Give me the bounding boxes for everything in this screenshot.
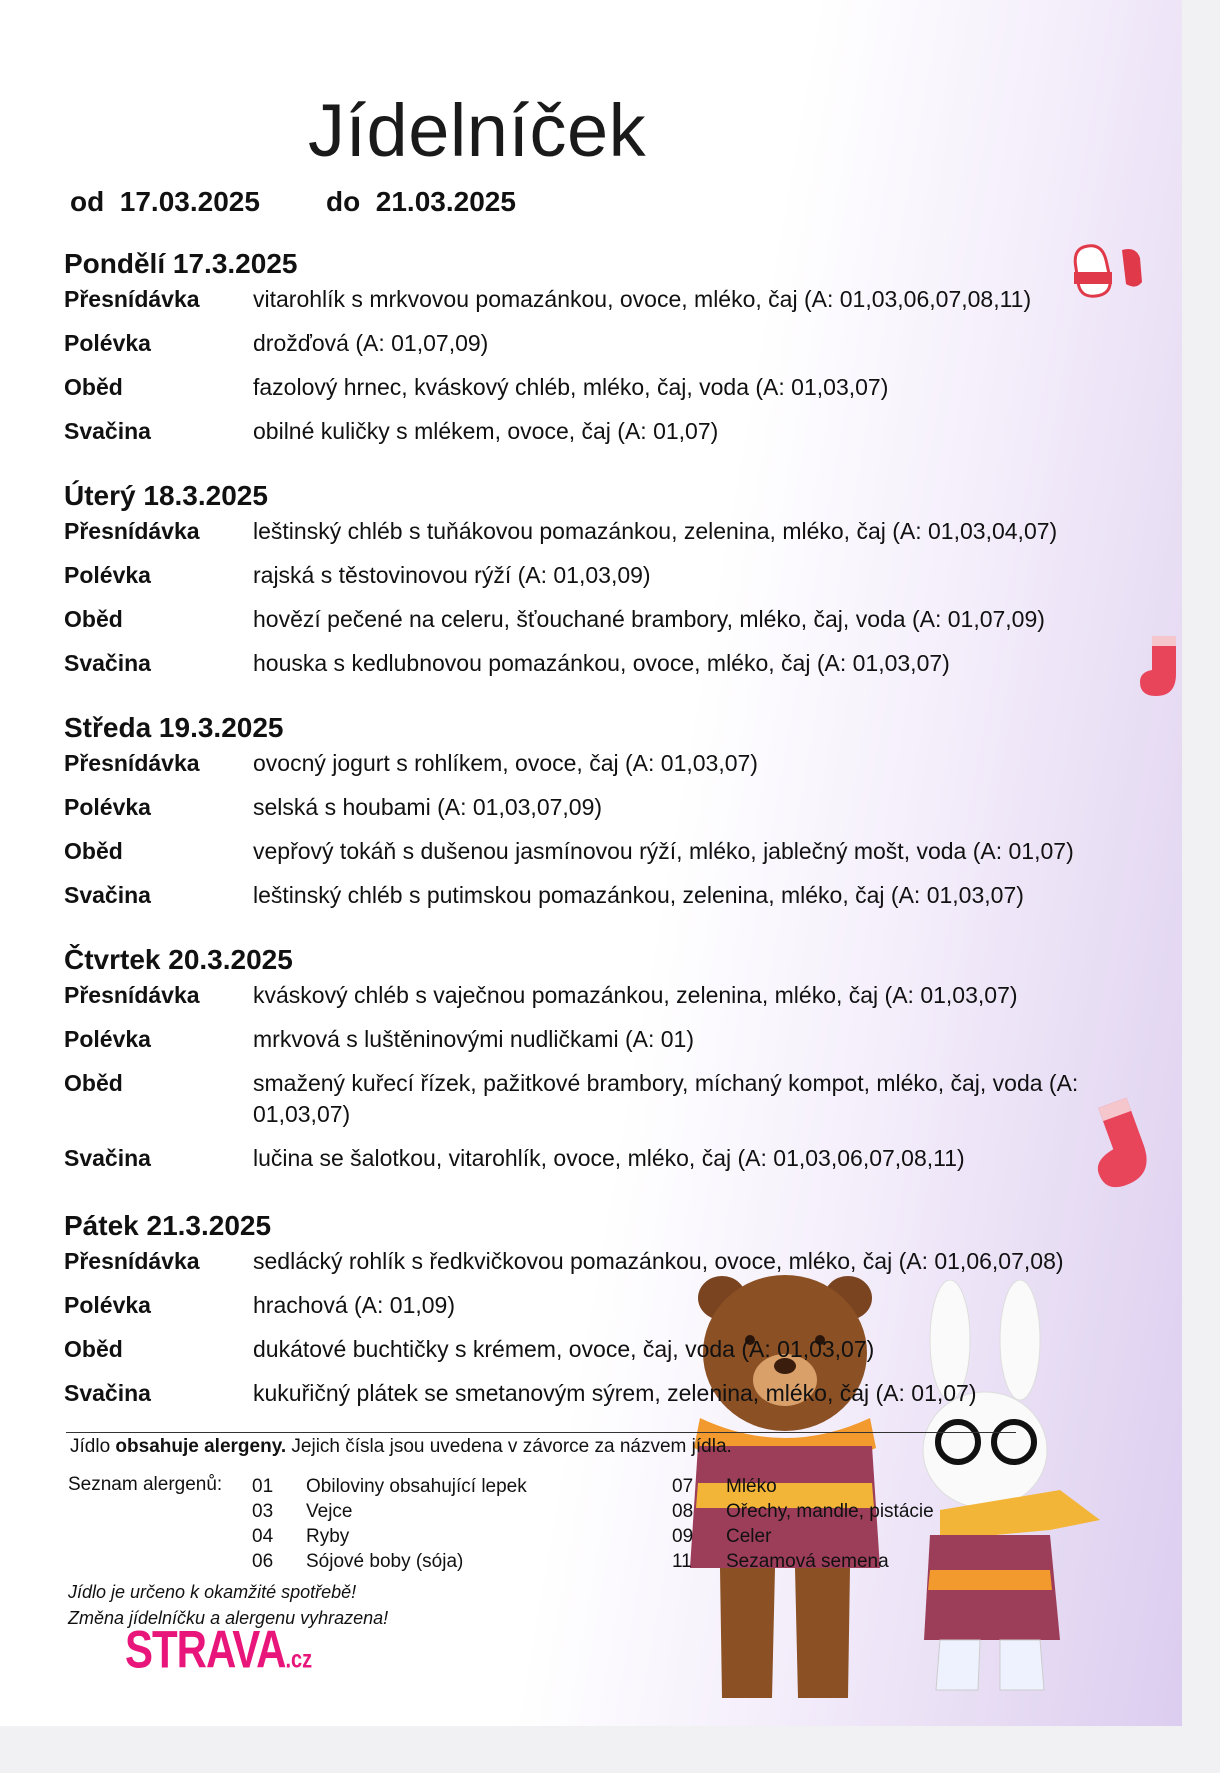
meal-row	[64, 372, 1144, 403]
meal-row	[64, 284, 1144, 315]
meal-text: kváskový chléb s vaječnou pomazánkou, zelenina, mléko, čaj (A: 01,03,07)	[253, 982, 1018, 1008]
meal-label: Oběd	[64, 606, 123, 632]
meal-label: Svačina	[64, 418, 151, 444]
meal-row	[64, 1143, 1144, 1174]
meal-row	[64, 748, 1144, 779]
meal-label: Přesnídávka	[64, 286, 200, 312]
meal-text: selská s houbami (A: 01,03,07,09)	[253, 794, 603, 820]
meal-row	[64, 1246, 1144, 1277]
meal-text: mrkvová s luštěninovými nudličkami (A: 01)	[253, 1026, 694, 1052]
meal-label: Přesnídávka	[64, 1248, 200, 1274]
meal-label: Polévka	[64, 794, 151, 820]
meal-row	[64, 792, 1144, 823]
day-section	[64, 476, 1144, 692]
meal-label: Přesnídávka	[64, 982, 200, 1008]
meal-text: dukátové buchtičky s krémem, ovoce, čaj, voda (A: 01,03,07)	[253, 1336, 875, 1362]
meal-row	[64, 604, 1144, 635]
allergen-item: 03 Vejce	[252, 1501, 353, 1522]
meal-label: Oběd	[64, 838, 123, 864]
meal-label: Přesnídávka	[64, 750, 200, 776]
day-section	[64, 940, 1144, 1187]
day-title: Pátek 21.3.2025	[64, 1210, 272, 1241]
strava-logo: STRAVA.cz	[125, 1620, 313, 1679]
meal-text: fazolový hrnec, kváskový chléb, mléko, čaj, voda (A: 01,03,07)	[253, 374, 889, 400]
meal-label: Svačina	[64, 882, 151, 908]
meal-text: smažený kuřecí řízek, pažitkové brambory, míchaný kompot, mléko, čaj, voda (A: 01,03,07)	[253, 1070, 1079, 1127]
allergen-item: 04 Ryby	[252, 1526, 350, 1547]
day-section	[64, 244, 1144, 460]
day-title: Pondělí 17.3.2025	[64, 248, 298, 279]
meal-row	[64, 1334, 1144, 1365]
meal-label: Polévka	[64, 562, 151, 588]
meal-label: Polévka	[64, 330, 151, 356]
meal-text: kukuřičný plátek se smetanovým sýrem, zelenina, mléko, čaj (A: 01,07)	[253, 1380, 977, 1406]
meal-label: Polévka	[64, 1292, 151, 1318]
day-title: Úterý 18.3.2025	[64, 480, 268, 511]
meal-text: ovocný jogurt s rohlíkem, ovoce, čaj (A: 01,03,07)	[253, 750, 758, 776]
meal-label: Svačina	[64, 650, 151, 676]
allergen-list-label: Seznam alergenů:	[68, 1474, 223, 1495]
day-section	[64, 708, 1144, 924]
meal-row	[64, 880, 1144, 911]
meal-text: vepřový tokáň s dušenou jasmínovou rýží, mléko, jablečný mošt, voda (A: 01,07)	[253, 838, 1074, 864]
allergen-note: Jídlo obsahuje alergeny. Jejich čísla jsou uvedena v závorce za názvem jídla.	[70, 1436, 732, 1457]
meal-row	[64, 1068, 1144, 1130]
day-section	[64, 1206, 1144, 1422]
footer-line-2: Změna jídelníčku a alergenu vyhrazena!	[68, 1608, 389, 1628]
page-title: Jídelníček	[308, 89, 647, 172]
allergen-item: 11 Sezamová semena	[672, 1551, 889, 1572]
allergen-item: 01 Obiloviny obsahující lepek	[252, 1476, 527, 1497]
meal-text: obilné kuličky s mlékem, ovoce, čaj (A: 01,07)	[253, 418, 719, 444]
meal-text: drožďová (A: 01,07,09)	[253, 330, 489, 356]
meal-row	[64, 980, 1144, 1011]
meal-row	[64, 516, 1144, 547]
meal-row	[64, 1024, 1144, 1055]
divider	[66, 1432, 1016, 1433]
allergen-item: 08 Ořechy, mandle, pistácie	[672, 1501, 934, 1522]
meal-label: Přesnídávka	[64, 518, 200, 544]
meal-row	[64, 1290, 1144, 1321]
meal-text: hovězí pečené na celeru, šťouchané brambory, mléko, čaj, voda (A: 01,07,09)	[253, 606, 1045, 632]
meal-label: Svačina	[64, 1380, 151, 1406]
allergen-item: 07 Mléko	[672, 1476, 777, 1497]
meal-label: Oběd	[64, 374, 123, 400]
meal-row	[64, 328, 1144, 359]
meal-label: Oběd	[64, 1070, 123, 1096]
allergen-item: 06 Sójové boby (sója)	[252, 1551, 464, 1572]
meal-label: Svačina	[64, 1145, 151, 1171]
meal-text: lučina se šalotkou, vitarohlík, ovoce, mléko, čaj (A: 01,03,06,07,08,11)	[253, 1145, 965, 1171]
meal-text: hrachová (A: 01,09)	[253, 1292, 456, 1318]
meal-row	[64, 416, 1144, 447]
meal-text: houska s kedlubnovou pomazánkou, ovoce, mléko, čaj (A: 01,03,07)	[253, 650, 950, 676]
meal-text: rajská s těstovinovou rýží (A: 01,03,09)	[253, 562, 651, 588]
day-title: Čtvrtek 20.3.2025	[64, 944, 293, 975]
allergen-item: 09 Celer	[672, 1526, 772, 1547]
meal-text: leštinský chléb s putimskou pomazánkou, zelenina, mléko, čaj (A: 01,03,07)	[253, 882, 1024, 908]
allergen-list-right	[672, 1474, 934, 1574]
meal-row	[64, 836, 1144, 867]
meal-text: vitarohlík s mrkvovou pomazánkou, ovoce, mléko, čaj (A: 01,03,06,07,08,11)	[253, 286, 1032, 312]
meal-row	[64, 560, 1144, 591]
meal-label: Polévka	[64, 1026, 151, 1052]
day-title: Středa 19.3.2025	[64, 712, 284, 743]
date-from: od 17.03.2025	[70, 186, 260, 217]
meal-label: Oběd	[64, 1336, 123, 1362]
meal-row	[64, 648, 1144, 679]
meal-text: sedlácký rohlík s ředkvičkovou pomazánkou, ovoce, mléko, čaj (A: 01,06,07,08)	[253, 1248, 1064, 1274]
allergen-list-left	[252, 1474, 527, 1574]
date-to: do 21.03.2025	[326, 186, 516, 217]
meal-text: leštinský chléb s tuňákovou pomazánkou, zelenina, mléko, čaj (A: 01,03,04,07)	[253, 518, 1058, 544]
meal-row	[64, 1378, 1144, 1409]
footer-line-1: Jídlo je určeno k okamžité spotřebě!	[68, 1582, 357, 1602]
